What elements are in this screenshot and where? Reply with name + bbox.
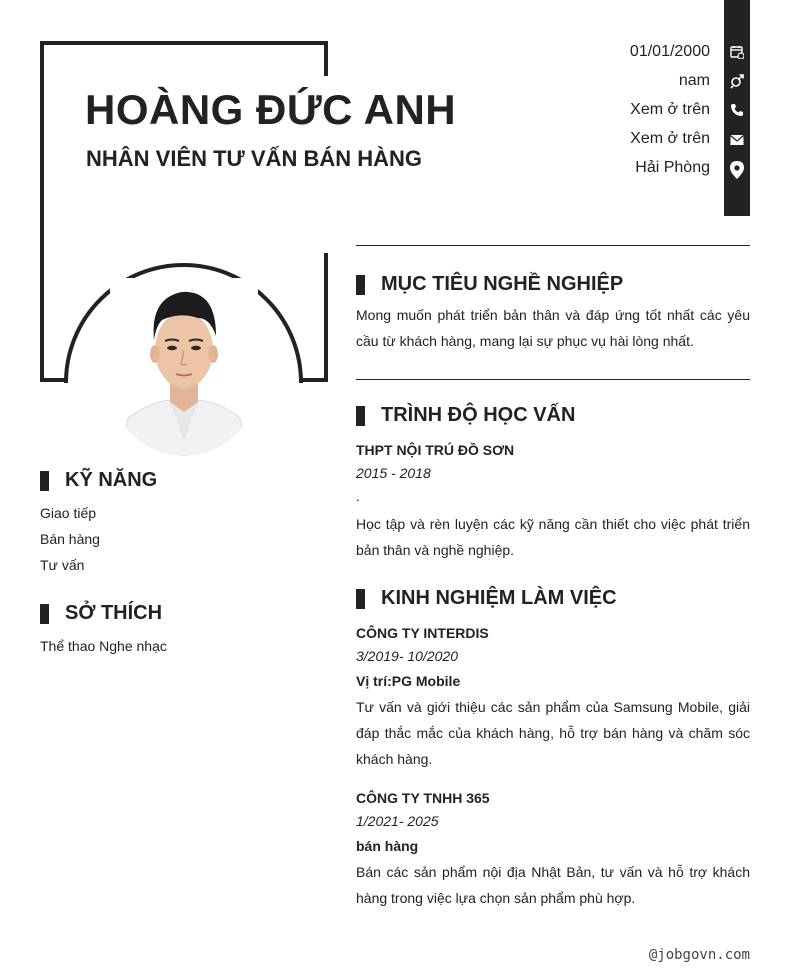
- heading-bar: [40, 471, 49, 491]
- education-heading-label: TRÌNH ĐỘ HỌC VẤN: [381, 404, 576, 426]
- job-period: 1/2021- 2025: [356, 813, 439, 829]
- contact-birthday: 01/01/2000: [629, 43, 710, 60]
- mail-icon: [729, 132, 745, 148]
- hobbies-heading: [40, 602, 162, 625]
- job-position: Vị trí:PG Mobile: [356, 673, 461, 689]
- education-school: THPT NỘI TRÚ ĐỒ SƠN: [356, 442, 515, 458]
- job-description: Bán các sản phẩm nội địa Nhật Bản, tư vấn và hỗ trợ khách hàng trong việc lựa chọn sản phẩm phù hợp.: [356, 864, 750, 906]
- skill-item: Tư vấn: [40, 557, 85, 573]
- frame-right-border-top: [324, 41, 328, 76]
- divider: [356, 245, 750, 246]
- frame-right-border-bottom: [324, 253, 328, 382]
- skill-item: Giao tiếp: [40, 505, 97, 521]
- site-watermark: @jobgovn.com: [648, 947, 750, 963]
- calendar-icon: [729, 44, 745, 60]
- divider: [356, 379, 750, 380]
- contact-address: Hải Phòng: [635, 159, 710, 176]
- education-heading: [356, 404, 575, 427]
- experience-heading-label: KINH NGHIỆM LÀM VIỆC: [381, 587, 617, 609]
- heading-bar: [40, 604, 49, 624]
- skill-item: Bán hàng: [40, 531, 100, 547]
- objective-text: Mong muốn phát triển bản thân và đáp ứng tốt nhất các yêu cầu từ khách hàng, mang lại sự phục vụ hài lòng nhất.: [356, 307, 750, 349]
- education-period: 2015 - 2018: [356, 465, 431, 481]
- skills-heading-label: KỸ NĂNG: [65, 469, 158, 491]
- person-photo-icon: [110, 278, 258, 456]
- job-description: Tư vấn và giới thiệu các sản phẩm của Samsung Mobile, giải đáp thắc mắc của khách hàng, hỗ trợ bán hàng và chăm sóc khách hàng.: [356, 699, 750, 767]
- frame-top-border: [40, 41, 328, 45]
- frame-bottom-border-right: [299, 378, 328, 382]
- job-title: NHÂN VIÊN TƯ VẤN BÁN HÀNG: [86, 146, 423, 171]
- hobbies-heading-label: SỞ THÍCH: [65, 602, 163, 624]
- frame-left-border: [40, 41, 44, 382]
- frame-bottom-border-left: [40, 378, 68, 382]
- heading-bar: [356, 275, 365, 295]
- candidate-name: HOÀNG ĐỨC ANH: [85, 86, 457, 133]
- avatar: [94, 278, 274, 456]
- job-position: bán hàng: [356, 838, 419, 854]
- location-icon: [729, 162, 745, 178]
- education-major: .: [356, 488, 360, 504]
- job-company: CÔNG TY INTERDIS: [356, 625, 489, 641]
- skills-heading: [40, 469, 157, 492]
- job-company: CÔNG TY TNHH 365: [356, 790, 490, 806]
- heading-bar: [356, 589, 365, 609]
- gender-icon: [729, 73, 745, 89]
- contact-gender: nam: [678, 72, 710, 89]
- objective-heading-label: MỤC TIÊU NGHỀ NGHIỆP: [381, 273, 624, 295]
- objective-heading: [356, 273, 623, 296]
- avatar-photo: [110, 278, 258, 456]
- hobbies-text: Thể thao Nghe nhạc: [40, 638, 167, 654]
- job-period: 3/2019- 10/2020: [356, 648, 458, 664]
- contact-phone: Xem ở trên: [630, 101, 710, 118]
- experience-heading: [356, 587, 617, 610]
- contact-email: Xem ở trên: [630, 130, 710, 147]
- heading-bar: [356, 406, 365, 426]
- education-description: Học tập và rèn luyện các kỹ năng cần thiết cho việc phát triển bản thân và nghề nghiệp.: [356, 516, 750, 558]
- phone-icon: [729, 102, 745, 118]
